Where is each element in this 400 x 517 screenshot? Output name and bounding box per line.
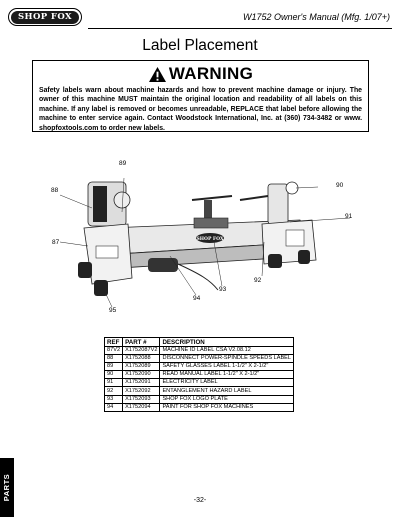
table-header-row xyxy=(105,338,294,347)
callout-89: 89 xyxy=(119,160,127,167)
callout-94: 94 xyxy=(193,295,201,302)
cell-description: ELECTRICITY LABEL xyxy=(160,379,294,387)
header-description: DESCRIPTION xyxy=(160,338,294,347)
table-row xyxy=(105,371,294,379)
cell-part: X1752087V2 xyxy=(123,347,160,355)
parts-table xyxy=(104,337,294,412)
manual-title: W1752 Owner's Manual (Mfg. 1/07+) xyxy=(242,12,390,22)
callout-95: 95 xyxy=(109,307,117,314)
cell-ref: 90 xyxy=(105,371,123,379)
cell-part: X1752094 xyxy=(123,403,160,411)
cell-description: DISCONNECT POWER-SPINDLE SPEEDS LABEL xyxy=(160,355,294,363)
warning-heading xyxy=(33,61,368,85)
warning-triangle-icon xyxy=(148,66,167,83)
cell-ref: 87V2 xyxy=(105,347,123,355)
side-tab-label: PARTS xyxy=(2,473,12,502)
warning-text: Safety labels warn about machine hazards and how to prevent machine damage or injury. The owner of this machine MUST maintain the original location and readability of all labels on this machine. If any label is removed or becomes unreadable, REPLACE that label before allowing the machine to enter service again. Contact Woodstock International, Inc. at (360) 734-3482 or www. shopfoxtools.com to order new labels. xyxy=(39,87,362,132)
callout-92: 92 xyxy=(254,277,262,284)
cell-description: MACHINE ID LABEL CSA V2.08.12 xyxy=(160,347,294,355)
page-header xyxy=(8,8,392,28)
callout-87: 87 xyxy=(52,239,60,246)
lathe-figure xyxy=(0,150,400,325)
cell-description: SAFETY GLASSES LABEL 1-1/2" X 2-1/2" xyxy=(160,363,294,371)
cell-description: SHOP FOX LOGO PLATE xyxy=(160,395,294,403)
cell-part: X1752088 xyxy=(123,355,160,363)
cell-part: X1752090 xyxy=(123,371,160,379)
warning-box xyxy=(32,60,369,132)
cell-description: PAINT FOR SHOP FOX MACHINES xyxy=(160,403,294,411)
callout-88: 88 xyxy=(51,187,59,194)
cell-description: ENTANGLEMENT HAZARD LABEL xyxy=(160,387,294,395)
callout-93: 93 xyxy=(219,286,227,293)
cell-ref: 94 xyxy=(105,403,123,411)
cell-ref: 89 xyxy=(105,363,123,371)
page-number: -32- xyxy=(193,497,207,504)
table-row xyxy=(105,363,294,371)
page-title: Label Placement xyxy=(142,37,258,54)
cell-ref: 93 xyxy=(105,395,123,403)
parts-section-tab xyxy=(0,458,14,517)
cell-ref: 91 xyxy=(105,379,123,387)
cell-part: X1752091 xyxy=(123,379,160,387)
logo-text: SHOP FOX xyxy=(11,11,79,24)
header-ref: REF xyxy=(105,338,123,347)
table-row xyxy=(105,403,294,411)
table-row xyxy=(105,387,294,395)
header-rule xyxy=(88,28,392,29)
table-row xyxy=(105,355,294,363)
table-row xyxy=(105,379,294,387)
callout-90: 90 xyxy=(336,182,344,189)
cell-part: X1752092 xyxy=(123,387,160,395)
cell-ref: 92 xyxy=(105,387,123,395)
cell-description: READ MANUAL LABEL 1-1/2" X 2-1/2" xyxy=(160,371,294,379)
table-row xyxy=(105,347,294,355)
cell-part: X1752089 xyxy=(123,363,160,371)
cell-part: X1752093 xyxy=(123,395,160,403)
callout-91: 91 xyxy=(345,213,353,220)
table-row xyxy=(105,395,294,403)
warning-word: WARNING xyxy=(168,64,254,83)
header-part-number: PART # xyxy=(123,338,160,347)
cell-ref: 88 xyxy=(105,355,123,363)
shop-fox-logo xyxy=(8,8,82,26)
bed-logo-plate: SHOP FOX xyxy=(196,237,224,242)
